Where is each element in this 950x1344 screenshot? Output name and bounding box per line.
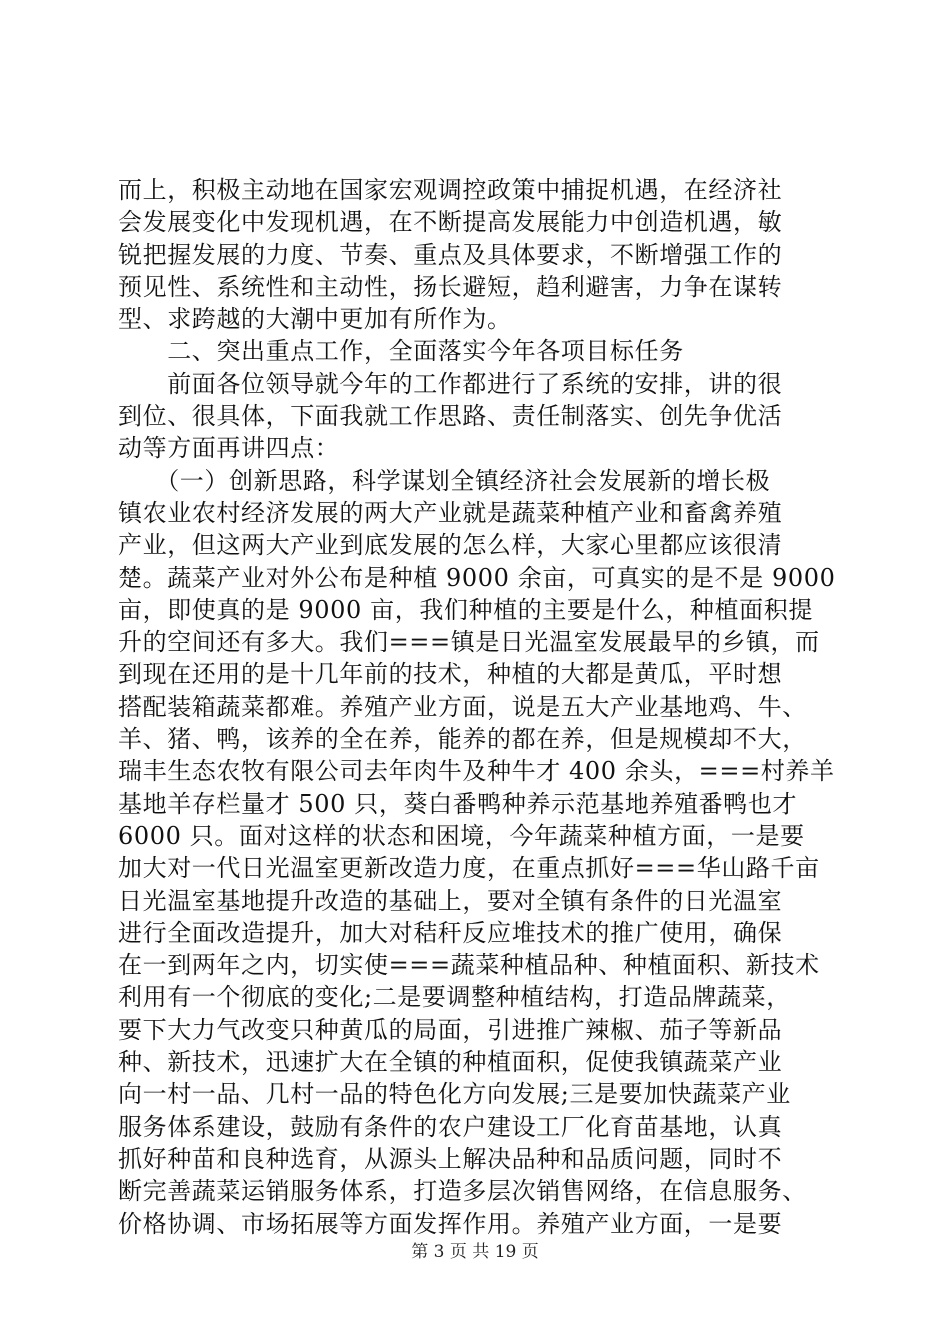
body-line: 基地羊存栏量才 500 只，葵白番鸭种养示范基地养殖番鸭也才	[118, 789, 798, 818]
body-line: 要下大力气改变只种黄瓜的局面，引进推广辣椒、茄子等新品	[118, 1015, 783, 1044]
body-line: 搭配装箱蔬菜都难。养殖产业方面，说是五大产业基地鸡、牛、	[118, 692, 807, 721]
body-line: 日光温室基地提升改造的基础上，要对全镇有条件的日光温室	[118, 886, 783, 915]
body-line: 前面各位领导就今年的工作都进行了系统的安排，讲的很	[118, 369, 783, 398]
body-line: 加大对一代日光温室更新改造力度，在重点抓好===华山路千亩	[118, 854, 820, 883]
body-line: 到现在还用的是十几年前的技术，种植的大都是黄瓜，平时想	[118, 660, 783, 689]
page-number-footer: 第 3 页 共 19 页	[411, 1242, 539, 1262]
body-line: 型、求跨越的大潮中更加有所作为。	[118, 305, 512, 334]
body-line: 抓好种苗和良种选育，从源头上解决品种和品质问题，同时不	[118, 1144, 783, 1173]
subsection-heading: （一）创新思路，科学谋划全镇经济社会发展新的增长极	[118, 466, 771, 495]
body-line: 利用有一个彻底的变化;二是要调整种植结构，打造品牌蔬菜，	[118, 983, 791, 1012]
body-line: 羊、猪、鸭，该养的全在养，能养的都在养，但是规模却不大，	[118, 725, 807, 754]
body-line: 在一到两年之内，切实使===蔬菜种植品种、种植面积、新技术	[118, 951, 820, 980]
body-line: 服务体系建设，鼓励有条件的农户建设工厂化育苗基地，认真	[118, 1112, 783, 1141]
body-line: 动等方面再讲四点：	[118, 434, 340, 463]
body-line: 锐把握发展的力度、节奏、重点及具体要求，不断增强工作的	[118, 240, 783, 269]
body-line: 升的空间还有多大。我们===镇是日光温室发展最早的乡镇，而	[118, 628, 820, 657]
body-line: 会发展变化中发现机遇，在不断提高发展能力中创造机遇，敏	[118, 208, 783, 237]
body-line: 价格协调、市场拓展等方面发挥作用。养殖产业方面，一是要	[118, 1209, 783, 1238]
body-line: 种、新技术，迅速扩大在全镇的种植面积，促使我镇蔬菜产业	[118, 1048, 783, 1077]
body-line: 断完善蔬菜运销服务体系，打造多层次销售网络，在信息服务、	[118, 1177, 807, 1206]
body-line: 而上，积极主动地在国家宏观调控政策中捕捉机遇，在经济社	[118, 176, 783, 204]
body-line: 6000 只。面对这样的状态和困境，今年蔬菜种植方面，一是要	[118, 821, 805, 850]
body-line: 预见性、系统性和主动性，扬长避短，趋利避害，力争在谋转	[118, 272, 783, 301]
body-line: 向一村一品、几村一品的特色化方向发展;三是要加快蔬菜产业	[118, 1080, 791, 1109]
section-heading: 二、突出重点工作，全面落实今年各项目标任务	[118, 337, 684, 366]
body-line: 亩，即使真的是 9000 亩，我们种植的主要是什么，种植面积提	[118, 595, 813, 624]
body-line: 到位、很具体，下面我就工作思路、责任制落实、创先争优活	[118, 402, 783, 431]
body-line: 产业，但这两大产业到底发展的怎么样，大家心里都应该很清	[118, 531, 783, 560]
body-line: 进行全面改造提升，加大对秸秆反应堆技术的推广使用，确保	[118, 918, 783, 947]
body-line: 瑞丰生态农牧有限公司去年肉牛及种牛才 400 余头，===村养羊	[118, 757, 835, 786]
document-body	[118, 174, 838, 1240]
body-line: 镇农业农村经济发展的两大产业就是蔬菜种植产业和畜禽养殖	[118, 498, 783, 527]
body-line: 楚。蔬菜产业对外公布是种植 9000 余亩，可真实的是不是 9000	[118, 563, 836, 592]
